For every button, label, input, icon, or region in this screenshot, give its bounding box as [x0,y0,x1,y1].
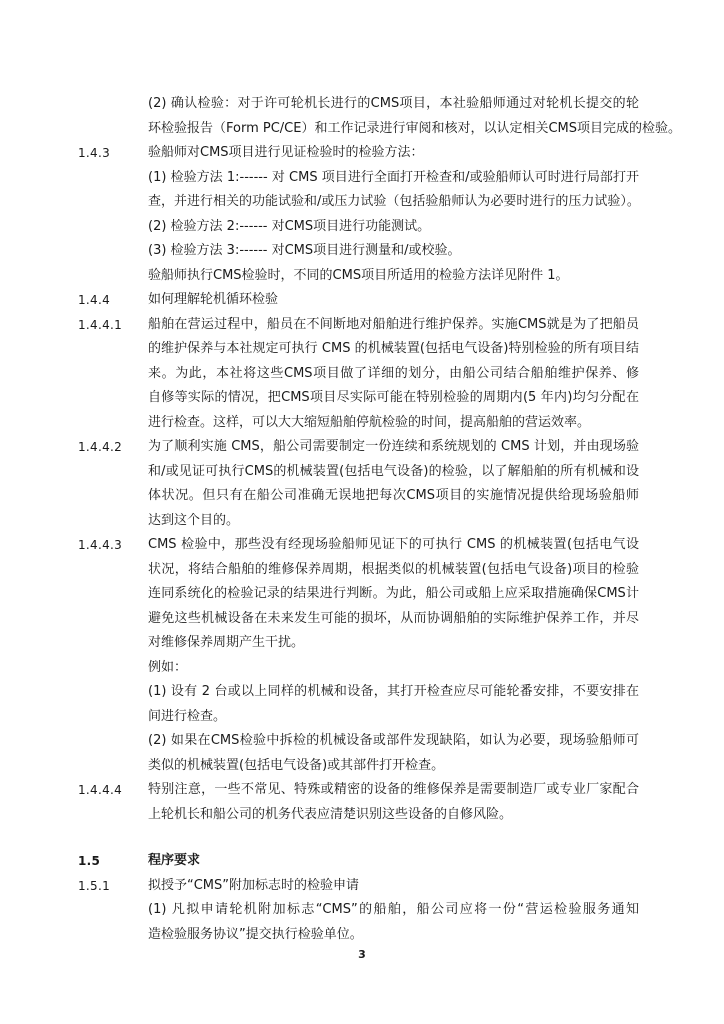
paragraph-text: 拟授予“CMS”附加标志时的检验申请 [148,878,360,893]
paragraph-text: 体状况。但只有在船公司准确无误地把每次CMS项目的实施情况提供给现场验船师 [148,488,639,503]
text-line [0,238,724,264]
text-line [0,116,724,142]
text-line [0,532,724,558]
text-line [0,140,724,166]
paragraph-text: 为了顺利实施 CMS，船公司需要制定一份连续和系统规划的 CMS 计划，并由现场验 [148,439,639,454]
paragraph-text: (1) 凡拟申请轮机附加标志“CMS”的船舶，船公司应将一份“营运检验服务通知 [148,902,639,917]
text-line [0,802,724,828]
paragraph-text: 船舶在营运过程中，船员在不间断地对船舶进行维护保养。实施CMS就是为了把船员 [148,317,639,332]
paragraph-text: 如何理解轮机循环检验 [148,292,279,307]
paragraph-text: (1) 设有 2 台或以上同样的机械和设备，其打开检查应尽可能轮番安排，不要安排在 [148,684,639,699]
section-number: 1.4.4.3 [78,538,123,552]
text-line [0,165,724,191]
text-line [0,897,724,923]
text-line [0,679,724,705]
paragraph-text: (2) 检验方法 2:------ 对CMS项目进行功能测试。 [148,219,431,234]
page-number: 3 [358,948,366,961]
text-line [0,483,724,509]
section-number: 1.4.4.2 [78,440,123,454]
paragraph-text: 验船师执行CMS检验时，不同的CMS项目所适用的检验方法详见附件 1。 [148,268,569,283]
text-line [0,312,724,338]
text-line [0,410,724,436]
text-line [0,91,724,117]
text-line [0,361,724,387]
paragraph-text: 避免这些机械设备在未来发生可能的损坏，从而协调船舶的实际维护保养工作，并尽 [148,611,639,626]
paragraph-text: CMS 检验中，那些没有经现场验船师见证下的可执行 CMS 的机械装置(包括电气设 [148,537,639,552]
text-line [0,189,724,215]
paragraph-text: 特别注意，一些不常见、特殊或精密的设备的维修保养是需要制造厂或专业厂家配合 [148,782,639,797]
text-line [0,728,724,754]
paragraph-text: 对维修保养周期产生干扰。 [148,635,305,650]
paragraph-text: (1) 检验方法 1:------ 对 CMS 项目进行全面打开检查和/或验船师认可时进行局部打开 [148,170,639,185]
text-line [0,287,724,313]
section-number: 1.4.4.4 [78,783,123,797]
text-line [0,385,724,411]
paragraph-text: 查，并进行相关的功能试验和/或压力试验（包括验船师认为必要时进行的压力试验）。 [148,194,640,209]
text-line [0,704,724,730]
paragraph-text: 环检验报告（Form PC/CE）和工作记录进行审阅和核对，以认定相关CMS项目完成的检验。 [148,121,682,136]
section-heading: 程序要求 [148,853,201,868]
text-line [0,508,724,534]
text-line [0,459,724,485]
paragraph-text: 例如： [148,660,188,675]
section-number: 1.4.4.1 [78,318,123,332]
text-line [0,630,724,656]
text-line [0,848,724,874]
section-number: 1.4.3 [78,146,111,160]
text-line [0,655,724,681]
paragraph-text: 来。为此，本社将这些CMS项目做了详细的划分，由船公司结合船舶维护保养、修 [148,366,639,381]
paragraph-text: 达到这个目的。 [148,513,240,528]
paragraph-text: 连同系统化的检验记录的结果进行判断。为此，船公司或船上应采取措施确保CMS计 [148,586,639,601]
paragraph-text: (3) 检验方法 3:------ 对CMS项目进行测量和/或校验。 [148,243,461,258]
paragraph-text: 类似的机械装置(包括电气设备)或其部件打开检查。 [148,758,445,773]
text-line [0,263,724,289]
paragraph-text: 进行检查。这样，可以大大缩短船舶停航检验的时间，提高船舶的营运效率。 [148,415,591,430]
text-line [0,214,724,240]
text-line [0,777,724,803]
paragraph-text: 间进行检查。 [148,709,227,724]
paragraph-text: 和/或见证可执行CMS的机械装置(包括电气设备)的检验，以了解船舶的所有机械和设 [148,464,639,479]
text-line [0,922,724,948]
paragraph-text: (2) 确认检验：对于许可轮机长进行的CMS项目，本社验船师通过对轮机长提交的轮 [148,96,639,111]
paragraph-text: 状况，将结合船舶的维修保养周期，根据类似的机械装置(包括电气设备)项目的检验 [148,562,639,577]
paragraph-text: 自修等实际的情况，把CMS项目尽实际可能在特别检验的周期内(5 年内)均匀分配在 [148,390,639,405]
paragraph-text: 的维护保养与本社规定可执行 CMS 的机械装置(包括电气设备)特别检验的所有项目结 [148,341,639,356]
text-line [0,873,724,899]
text-line [0,753,724,779]
text-line [0,557,724,583]
text-line [0,336,724,362]
paragraph-text: 造检验服务协议”提交执行检验单位。 [148,927,363,942]
paragraph-text: 上轮机长和船公司的机务代表应清楚识别这些设备的自修风险。 [148,807,513,822]
paragraph-text: 验船师对CMS项目进行见证检验时的检验方法： [148,145,424,160]
text-line [0,581,724,607]
section-number: 1.5 [78,854,101,868]
text-line [0,434,724,460]
text-line [0,606,724,632]
section-number: 1.5.1 [78,879,111,893]
section-number: 1.4.4 [78,293,111,307]
paragraph-text: (2) 如果在CMS检验中拆检的机械设备或部件发现缺陷，如认为必要，现场验船师可 [148,733,639,748]
